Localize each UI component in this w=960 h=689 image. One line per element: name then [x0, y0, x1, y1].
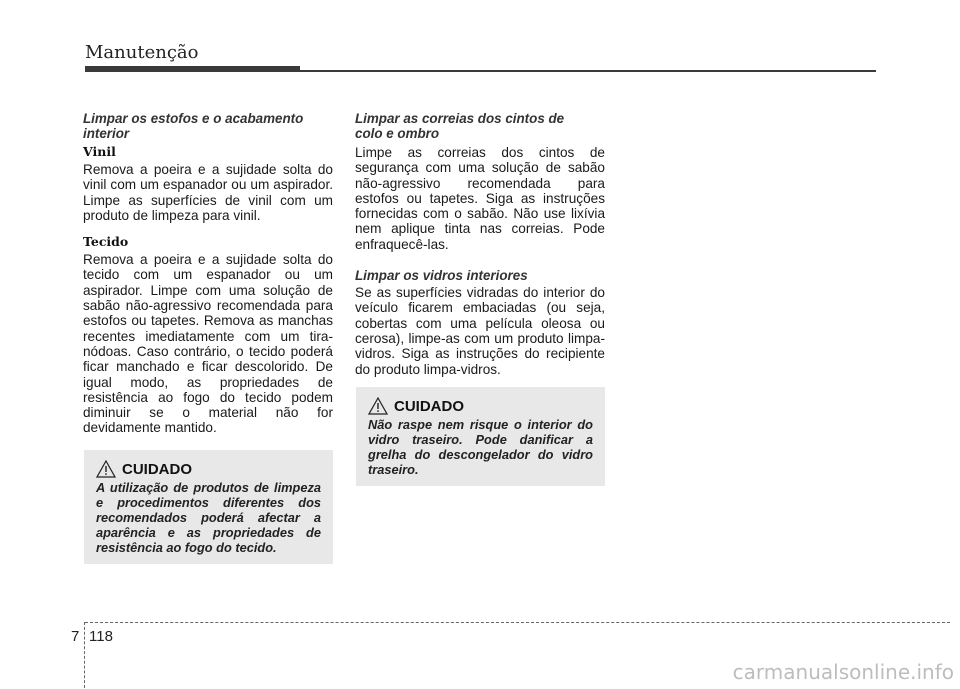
footer-rule [85, 622, 950, 623]
footer-divider [84, 622, 85, 688]
heading-upholstery: Limpar os estofos e o acabamento interior [83, 111, 304, 141]
paragraph-vinil: Remova a poeira e a sujidade solta do vinil com um espanador ou um aspirador. Limpe as superfícies de vinil com um produto de limpeza para vinil. [83, 162, 333, 223]
heading-seatbelts: Limpar as correias dos cintos de colo e ombro [355, 111, 565, 141]
heading-interior-glass: Limpar os vidros interiores [355, 268, 528, 284]
warning-triangle-icon [368, 397, 388, 415]
caution-box-glass [356, 387, 605, 486]
subheading-vinil: Vinil [83, 144, 116, 159]
right-column [355, 111, 605, 377]
page-number: 118 [89, 628, 113, 645]
caution-box-fabric [84, 450, 333, 564]
paragraph-tecido: Remova a poeira e a sujidade solta do tecido com um espanador ou um aspirador. Limpe com uma solução de sabão não-agressivo recomendada para estofos ou tapetes. Remova as manchas recentes imediatamente com um tira-nódoas. Caso contrário, o tecido poderá ficar manchado e ficar descolorido. De igual modo, as propriedades de resistência ao fogo do tecido podem diminuir se o material não for devidamente mantido. [83, 252, 333, 436]
header-bar [85, 66, 300, 72]
caution-title: CUIDADO [394, 398, 464, 415]
warning-triangle-icon [96, 460, 116, 478]
left-column [83, 111, 333, 436]
chapter-number: 7 [71, 628, 80, 645]
caution-header [368, 397, 593, 415]
page-header-title: Manutenção [85, 42, 199, 63]
watermark: carmanualsonline.info [732, 660, 954, 684]
paragraph-seatbelts: Limpe as correias dos cintos de segurança com uma solução de sabão não-agressivo recomendada para estofos ou tapetes. Siga as instruções fornecidas com o sabão. Não use lixívia nem aplique tinta nas correias. Pode enfraquecê-las. [355, 145, 605, 252]
caution-title: CUIDADO [122, 461, 192, 478]
paragraph-interior-glass: Se as superfícies vidradas do interior do veículo ficarem embaciadas (ou seja, cobertas com uma película oleosa ou cerosa), limpe-as com um produto limpa-vidros. Siga as instruções do recipiente do produto limpa-vidros. [355, 285, 605, 377]
caution-text: Não raspe nem risque o interior do vidro traseiro. Pode danificar a grelha do descongelador do vidro traseiro. [368, 417, 593, 477]
subheading-tecido: Tecido [83, 234, 129, 250]
caution-header [96, 460, 321, 478]
header-rule [300, 70, 876, 72]
caution-text: A utilização de produtos de limpeza e procedimentos diferentes dos recomendados poderá afectar a aparência e as propriedades de resistência ao fogo do tecido. [96, 480, 321, 555]
